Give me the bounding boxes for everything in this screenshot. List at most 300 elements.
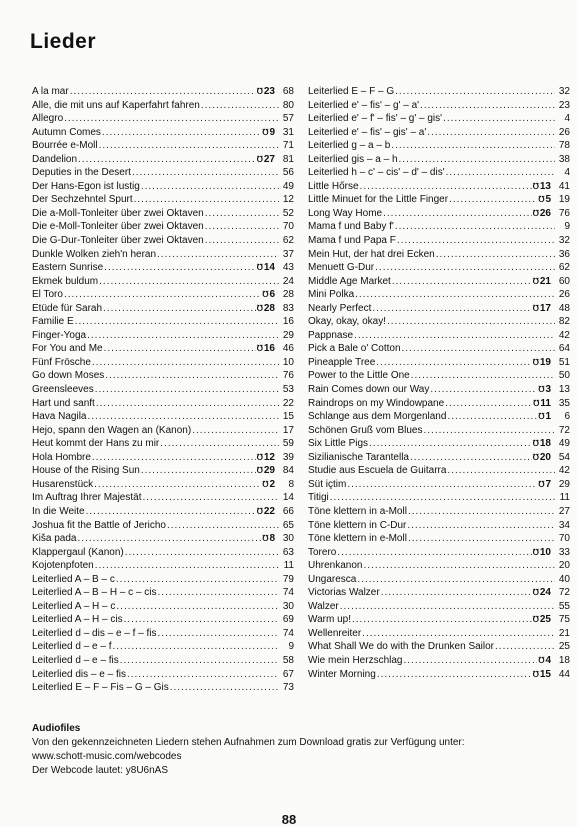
- song-title: Wie mein Herzschlag: [308, 654, 403, 666]
- page-ref: 34: [558, 519, 570, 531]
- song-entry: [32, 275, 294, 289]
- headphones-icon: ℧: [256, 452, 263, 462]
- song-entry: [32, 559, 294, 573]
- headphones-icon: ℧: [538, 655, 545, 665]
- song-entry: [32, 315, 294, 329]
- song-entry: [32, 369, 294, 383]
- song-entry: [32, 356, 294, 370]
- dot-leader: [64, 288, 261, 302]
- song-entry: [308, 329, 570, 343]
- audio-track-number: 20: [539, 451, 551, 463]
- page-ref: 35: [558, 397, 570, 409]
- dot-leader: [132, 166, 279, 180]
- song-title: Pick a Bale o' Cotton: [308, 343, 401, 355]
- dot-leader: [403, 654, 537, 668]
- dot-leader: [86, 505, 256, 519]
- dot-leader: [77, 532, 261, 546]
- headphones-icon: ℧: [532, 181, 539, 191]
- song-title: Mein Hut, der hat drei Ecken: [308, 248, 435, 260]
- song-entry: [32, 99, 294, 113]
- dot-leader: [420, 99, 555, 113]
- song-entry: [308, 600, 570, 614]
- song-entry: [308, 248, 570, 262]
- audio-track-marker: [257, 451, 280, 465]
- audio-track-number: 6: [269, 289, 275, 301]
- song-title: Leiterlied E – F – Fis – G – Gis: [32, 682, 169, 694]
- headphones-icon: ℧: [256, 506, 263, 516]
- page-ref: 31: [282, 126, 294, 138]
- page-ref: 82: [558, 316, 570, 328]
- song-entry: [32, 220, 294, 234]
- dot-leader: [102, 126, 261, 140]
- page-ref: 32: [558, 235, 570, 247]
- page-ref: 8: [288, 478, 294, 490]
- page-ref: 57: [282, 113, 294, 125]
- audio-track-number: 29: [263, 465, 275, 477]
- dot-leader: [64, 112, 279, 126]
- audio-track-marker: [533, 451, 556, 465]
- page-ref: 18: [558, 654, 570, 666]
- song-entry: [32, 668, 294, 682]
- song-entry: [308, 397, 570, 411]
- dot-leader: [127, 668, 279, 682]
- headphones-icon: ℧: [256, 466, 263, 476]
- audio-track-number: 7: [545, 478, 551, 490]
- dot-leader: [105, 369, 279, 383]
- audio-track-marker: [533, 180, 556, 194]
- dot-leader: [360, 180, 532, 194]
- song-title: Die G-Dur-Tonleiter über zwei Oktaven: [32, 235, 204, 247]
- song-title: Hava Nagila: [32, 411, 87, 423]
- audio-track-marker: [533, 546, 556, 560]
- headphones-icon: ℧: [533, 398, 540, 408]
- song-entry: [308, 356, 570, 370]
- song-title: Go down Moses: [32, 370, 105, 382]
- page-ref: 52: [282, 207, 294, 219]
- page-ref: 80: [282, 99, 294, 111]
- dot-leader: [395, 85, 555, 99]
- song-title: Sizilianische Tarantella: [308, 451, 409, 463]
- page-ref: 46: [282, 343, 294, 355]
- song-title: Ekmek buldum: [32, 275, 99, 287]
- page-ref: 81: [282, 153, 294, 165]
- webcode-line: Der Webcode lautet: y8U6nAS: [32, 765, 169, 776]
- audio-track-marker: [262, 532, 280, 546]
- headphones-icon: ℧: [538, 412, 545, 422]
- song-entry: [308, 613, 570, 627]
- song-title: Six Little Pigs: [308, 438, 369, 450]
- song-entry: [32, 383, 294, 397]
- audio-track-number: 19: [539, 356, 551, 368]
- song-title: Klappergaul (Kanon): [32, 546, 124, 558]
- song-title: Long Way Home: [308, 207, 383, 219]
- page-ref: 76: [282, 370, 294, 382]
- page-ref: 60: [558, 275, 570, 287]
- dot-leader: [337, 546, 531, 560]
- headphones-icon: ℧: [532, 439, 539, 449]
- song-entry: [308, 275, 570, 289]
- song-title: Töne klettern in C-Dur: [308, 519, 407, 531]
- dot-leader: [443, 112, 555, 126]
- audio-track-number: 14: [263, 262, 275, 274]
- dot-leader: [170, 681, 279, 695]
- song-entry: [308, 234, 570, 248]
- song-title: Leiterlied e' – f' – fis' – g' – gis': [308, 113, 443, 125]
- dot-leader: [392, 275, 532, 289]
- dot-leader: [104, 342, 256, 356]
- dot-leader: [387, 315, 555, 329]
- audio-track-number: 15: [539, 668, 551, 680]
- song-title: Hola Hombre: [32, 451, 91, 463]
- song-title: Raindrops on my Windowpane: [308, 397, 445, 409]
- page-ref: 40: [558, 573, 570, 585]
- song-title: Familie E: [32, 316, 74, 328]
- audio-track-marker: [262, 288, 280, 302]
- page-ref: 20: [558, 560, 570, 572]
- dot-leader: [158, 586, 279, 600]
- song-entry: [308, 383, 570, 397]
- page-ref: 27: [558, 505, 570, 517]
- audio-track-number: 25: [539, 614, 551, 626]
- song-entry: [32, 193, 294, 207]
- song-title: Hart und sanft: [32, 397, 95, 409]
- song-title: Der Hans-Egon ist lustig: [32, 180, 140, 192]
- song-title: Leiterlied A – H – cis: [32, 614, 123, 626]
- page-ref: 9: [288, 641, 294, 653]
- page-ref: 62: [282, 235, 294, 247]
- song-entry: [32, 613, 294, 627]
- song-entry: [308, 519, 570, 533]
- dot-leader: [347, 478, 537, 492]
- page-number: 88: [281, 812, 297, 827]
- dot-leader: [408, 532, 555, 546]
- song-title: Im Auftrag Ihrer Majestät: [32, 492, 142, 504]
- audio-track-number: 27: [263, 153, 275, 165]
- page-ref: 41: [558, 180, 570, 192]
- page-ref: 42: [558, 465, 570, 477]
- headphones-icon: ℧: [262, 479, 269, 489]
- song-entry: [32, 139, 294, 153]
- audio-track-number: 10: [539, 546, 551, 558]
- song-title: Hejo, spann den Wagen an (Kanon): [32, 424, 192, 436]
- dot-leader: [407, 519, 555, 533]
- audiofiles-description: Von den gekennzeichneten Liedern stehen Aufnahmen zum Download gratis zur Verfügung unter:: [32, 737, 465, 748]
- audio-track-number: 16: [263, 343, 275, 355]
- dot-leader: [104, 261, 256, 275]
- song-title: Pineapple Tree: [308, 356, 376, 368]
- song-title: Schönen Gruß vom Blues: [308, 424, 423, 436]
- song-entry: [308, 424, 570, 438]
- song-entry: [32, 532, 294, 546]
- dot-leader: [330, 491, 555, 505]
- page-ref: 72: [558, 587, 570, 599]
- dot-leader: [158, 627, 279, 641]
- audio-track-marker: [538, 654, 556, 668]
- song-title: Leiterlied d – e – f: [32, 641, 112, 653]
- page-ref: 37: [282, 248, 294, 260]
- dot-leader: [92, 356, 279, 370]
- song-entry: [32, 166, 294, 180]
- headphones-icon: ℧: [538, 195, 545, 205]
- page-ref: 4: [564, 167, 570, 179]
- audio-track-number: 21: [539, 275, 551, 287]
- song-title: Joshua fit the Battle of Jericho: [32, 519, 166, 531]
- audio-track-number: 24: [539, 587, 551, 599]
- song-entry: [32, 342, 294, 356]
- song-entry: [308, 139, 570, 153]
- song-entry: [308, 126, 570, 140]
- song-title: Leiterlied e' – fis' – gis' – a': [308, 126, 427, 138]
- page-ref: 30: [282, 600, 294, 612]
- audio-track-marker: [538, 478, 556, 492]
- song-title: Bourrée e-Moll: [32, 140, 98, 152]
- song-entry: [308, 193, 570, 207]
- dot-leader: [375, 261, 555, 275]
- page-ref: 29: [558, 478, 570, 490]
- song-title: Leiterlied e' – fis' – g' – a': [308, 99, 420, 111]
- song-title: For You and Me: [32, 343, 103, 355]
- dot-leader: [75, 315, 279, 329]
- song-entry: [308, 627, 570, 641]
- audio-track-number: 11: [540, 397, 551, 409]
- song-entry: [308, 342, 570, 356]
- page-ref: 73: [282, 682, 294, 694]
- song-title: Ungaresca: [308, 573, 357, 585]
- song-entry: [32, 600, 294, 614]
- dot-leader: [447, 464, 555, 478]
- audio-track-marker: [257, 464, 280, 478]
- song-entry: [308, 180, 570, 194]
- song-title: Leiterlied d – dis – e – f – fis: [32, 627, 157, 639]
- song-entry: [308, 586, 570, 600]
- audio-track-number: 17: [539, 302, 551, 314]
- dot-leader: [372, 302, 531, 316]
- page-ref: 72: [558, 424, 570, 436]
- audio-track-marker: [533, 302, 556, 316]
- song-entry: [308, 573, 570, 587]
- song-title: Kiša pada: [32, 533, 77, 545]
- audio-track-number: 8: [269, 533, 275, 545]
- song-entry: [308, 451, 570, 465]
- song-entry: [308, 505, 570, 519]
- dot-leader: [410, 451, 532, 465]
- page-ref: 30: [282, 533, 294, 545]
- song-title: Winter Morning: [308, 668, 376, 680]
- dot-leader: [94, 478, 261, 492]
- song-entry: [32, 302, 294, 316]
- headphones-icon: ℧: [532, 357, 539, 367]
- page-ref: 71: [282, 140, 294, 152]
- page-ref: 49: [558, 438, 570, 450]
- song-entry: [32, 424, 294, 438]
- song-title: Leiterlied A – B – H – c – cis: [32, 587, 157, 599]
- song-title: Leiterlied E – F – G: [308, 86, 395, 97]
- dot-leader: [399, 153, 555, 167]
- dot-leader: [205, 207, 279, 221]
- page-ref: 69: [282, 614, 294, 626]
- song-entry: [32, 464, 294, 478]
- page-ref: 33: [558, 546, 570, 558]
- song-title: Süt içtim: [308, 478, 347, 490]
- dot-leader: [167, 519, 279, 533]
- headphones-icon: ℧: [256, 263, 263, 273]
- song-entry: [308, 166, 570, 180]
- song-title: Okay, okay, okay!: [308, 316, 386, 328]
- dot-leader: [160, 437, 279, 451]
- song-title: Mini Polka: [308, 289, 355, 301]
- headphones-icon: ℧: [532, 276, 539, 286]
- song-title: Rain Comes down our Way: [308, 384, 430, 396]
- song-title: Warm up!: [308, 614, 351, 626]
- song-title: Fünf Frösche: [32, 356, 91, 368]
- headphones-icon: ℧: [262, 290, 269, 300]
- dot-leader: [141, 180, 279, 194]
- dot-leader: [495, 640, 555, 654]
- song-entry: [308, 220, 570, 234]
- song-title: Autumn Comes: [32, 126, 101, 138]
- dot-leader: [445, 397, 532, 411]
- song-entry: [308, 478, 570, 492]
- dot-leader: [430, 383, 537, 397]
- audio-track-marker: [533, 586, 556, 600]
- song-entry: [32, 546, 294, 560]
- dot-leader: [381, 586, 532, 600]
- page-ref: 79: [282, 573, 294, 585]
- song-title: Leiterlied d – e – fis: [32, 654, 119, 666]
- dot-leader: [92, 451, 256, 465]
- dot-leader: [78, 153, 256, 167]
- page-ref: 10: [282, 356, 294, 368]
- song-title: Töne klettern in a-Moll: [308, 505, 407, 517]
- audio-track-number: 18: [539, 438, 551, 450]
- song-title: Nearly Perfect: [308, 302, 372, 314]
- song-title: Torero: [308, 546, 337, 558]
- audio-track-marker: [262, 126, 280, 140]
- dot-leader: [391, 139, 555, 153]
- headphones-icon: ℧: [256, 344, 263, 354]
- dot-leader: [201, 99, 279, 113]
- song-title: Power to the Little One: [308, 370, 410, 382]
- song-title: Little Minuet for the Little Finger: [308, 194, 449, 206]
- song-entry: [308, 369, 570, 383]
- song-title: House of the Rising Sun: [32, 465, 140, 477]
- song-title: In die Weite: [32, 505, 85, 517]
- audio-track-marker: [538, 383, 556, 397]
- headphones-icon: ℧: [532, 669, 539, 679]
- dot-leader: [113, 640, 280, 654]
- page-ref: 15: [282, 411, 294, 423]
- song-entry: [308, 410, 570, 424]
- dot-leader: [116, 573, 279, 587]
- song-entry: [32, 654, 294, 668]
- page-ref: 29: [282, 329, 294, 341]
- audio-track-number: 22: [263, 505, 275, 517]
- dot-leader: [124, 613, 279, 627]
- page-ref: 39: [282, 451, 294, 463]
- song-entry: [32, 627, 294, 641]
- song-title: Der Sechzehntel Spurt: [32, 194, 133, 206]
- page-ref: 16: [282, 316, 294, 328]
- page-ref: 84: [282, 465, 294, 477]
- song-entry: [32, 640, 294, 654]
- audio-track-marker: [533, 668, 556, 682]
- audio-track-marker: [533, 613, 556, 627]
- page-ref: 83: [282, 302, 294, 314]
- song-index-left-column: [32, 85, 294, 695]
- song-title: Dunkle Wolken zieh'n heran: [32, 248, 157, 260]
- page-ref: 32: [558, 86, 570, 97]
- song-title: Leiterlied dis – e – fis: [32, 668, 126, 680]
- dot-leader: [96, 397, 279, 411]
- headphones-icon: ℧: [532, 615, 539, 625]
- page-ref: 13: [558, 384, 570, 396]
- page-ref: 67: [282, 668, 294, 680]
- page-ref: 26: [558, 289, 570, 301]
- song-title: Studie aus Escuela de Guitarra: [308, 465, 447, 477]
- headphones-icon: ℧: [532, 208, 539, 218]
- page-ref: 11: [559, 492, 570, 504]
- dot-leader: [116, 600, 279, 614]
- dot-leader: [446, 166, 555, 180]
- dot-leader: [87, 329, 279, 343]
- page-ref: 53: [282, 384, 294, 396]
- song-title: El Toro: [32, 289, 63, 301]
- audio-track-marker: [257, 261, 280, 275]
- song-entry: [308, 207, 570, 221]
- dot-leader: [447, 410, 537, 424]
- song-title: Victorias Walzer: [308, 587, 380, 599]
- dot-leader: [436, 248, 555, 262]
- page-ref: 23: [558, 99, 570, 111]
- song-entry: [32, 397, 294, 411]
- song-title: Leiterlied h – c' – cis' – d' – dis': [308, 167, 445, 179]
- dot-leader: [424, 424, 556, 438]
- dot-leader: [103, 302, 256, 316]
- dot-leader: [411, 369, 555, 383]
- audio-track-number: 13: [539, 180, 551, 192]
- song-entry: [308, 153, 570, 167]
- song-entry: [308, 261, 570, 275]
- song-entry: [32, 491, 294, 505]
- song-entry: [32, 288, 294, 302]
- song-entry: [32, 207, 294, 221]
- song-entry: [32, 126, 294, 140]
- headphones-icon: ℧: [256, 303, 263, 313]
- audio-track-marker: [262, 478, 280, 492]
- headphones-icon: ℧: [532, 547, 539, 557]
- page-ref: 42: [558, 329, 570, 341]
- page-ref: 21: [558, 627, 570, 639]
- audio-track-marker: [257, 85, 280, 99]
- dot-leader: [192, 424, 279, 438]
- song-title: Leiterlied g – a – b: [308, 140, 391, 152]
- audio-track-marker: [533, 275, 556, 289]
- song-title: Schlange aus dem Morgenland: [308, 411, 447, 423]
- song-entry: [32, 519, 294, 533]
- song-entry: [308, 464, 570, 478]
- song-entry: [308, 99, 570, 113]
- page-ref: 19: [558, 194, 570, 206]
- song-title: Etüde für Sarah: [32, 302, 103, 314]
- song-entry: [32, 85, 294, 99]
- page-ref: 11: [283, 560, 294, 572]
- audio-track-number: 28: [263, 302, 275, 314]
- audio-track-number: 9: [269, 126, 275, 138]
- audio-track-number: 12: [263, 451, 275, 463]
- page-ref: 68: [282, 86, 294, 97]
- song-entry: [308, 288, 570, 302]
- dot-leader: [87, 410, 279, 424]
